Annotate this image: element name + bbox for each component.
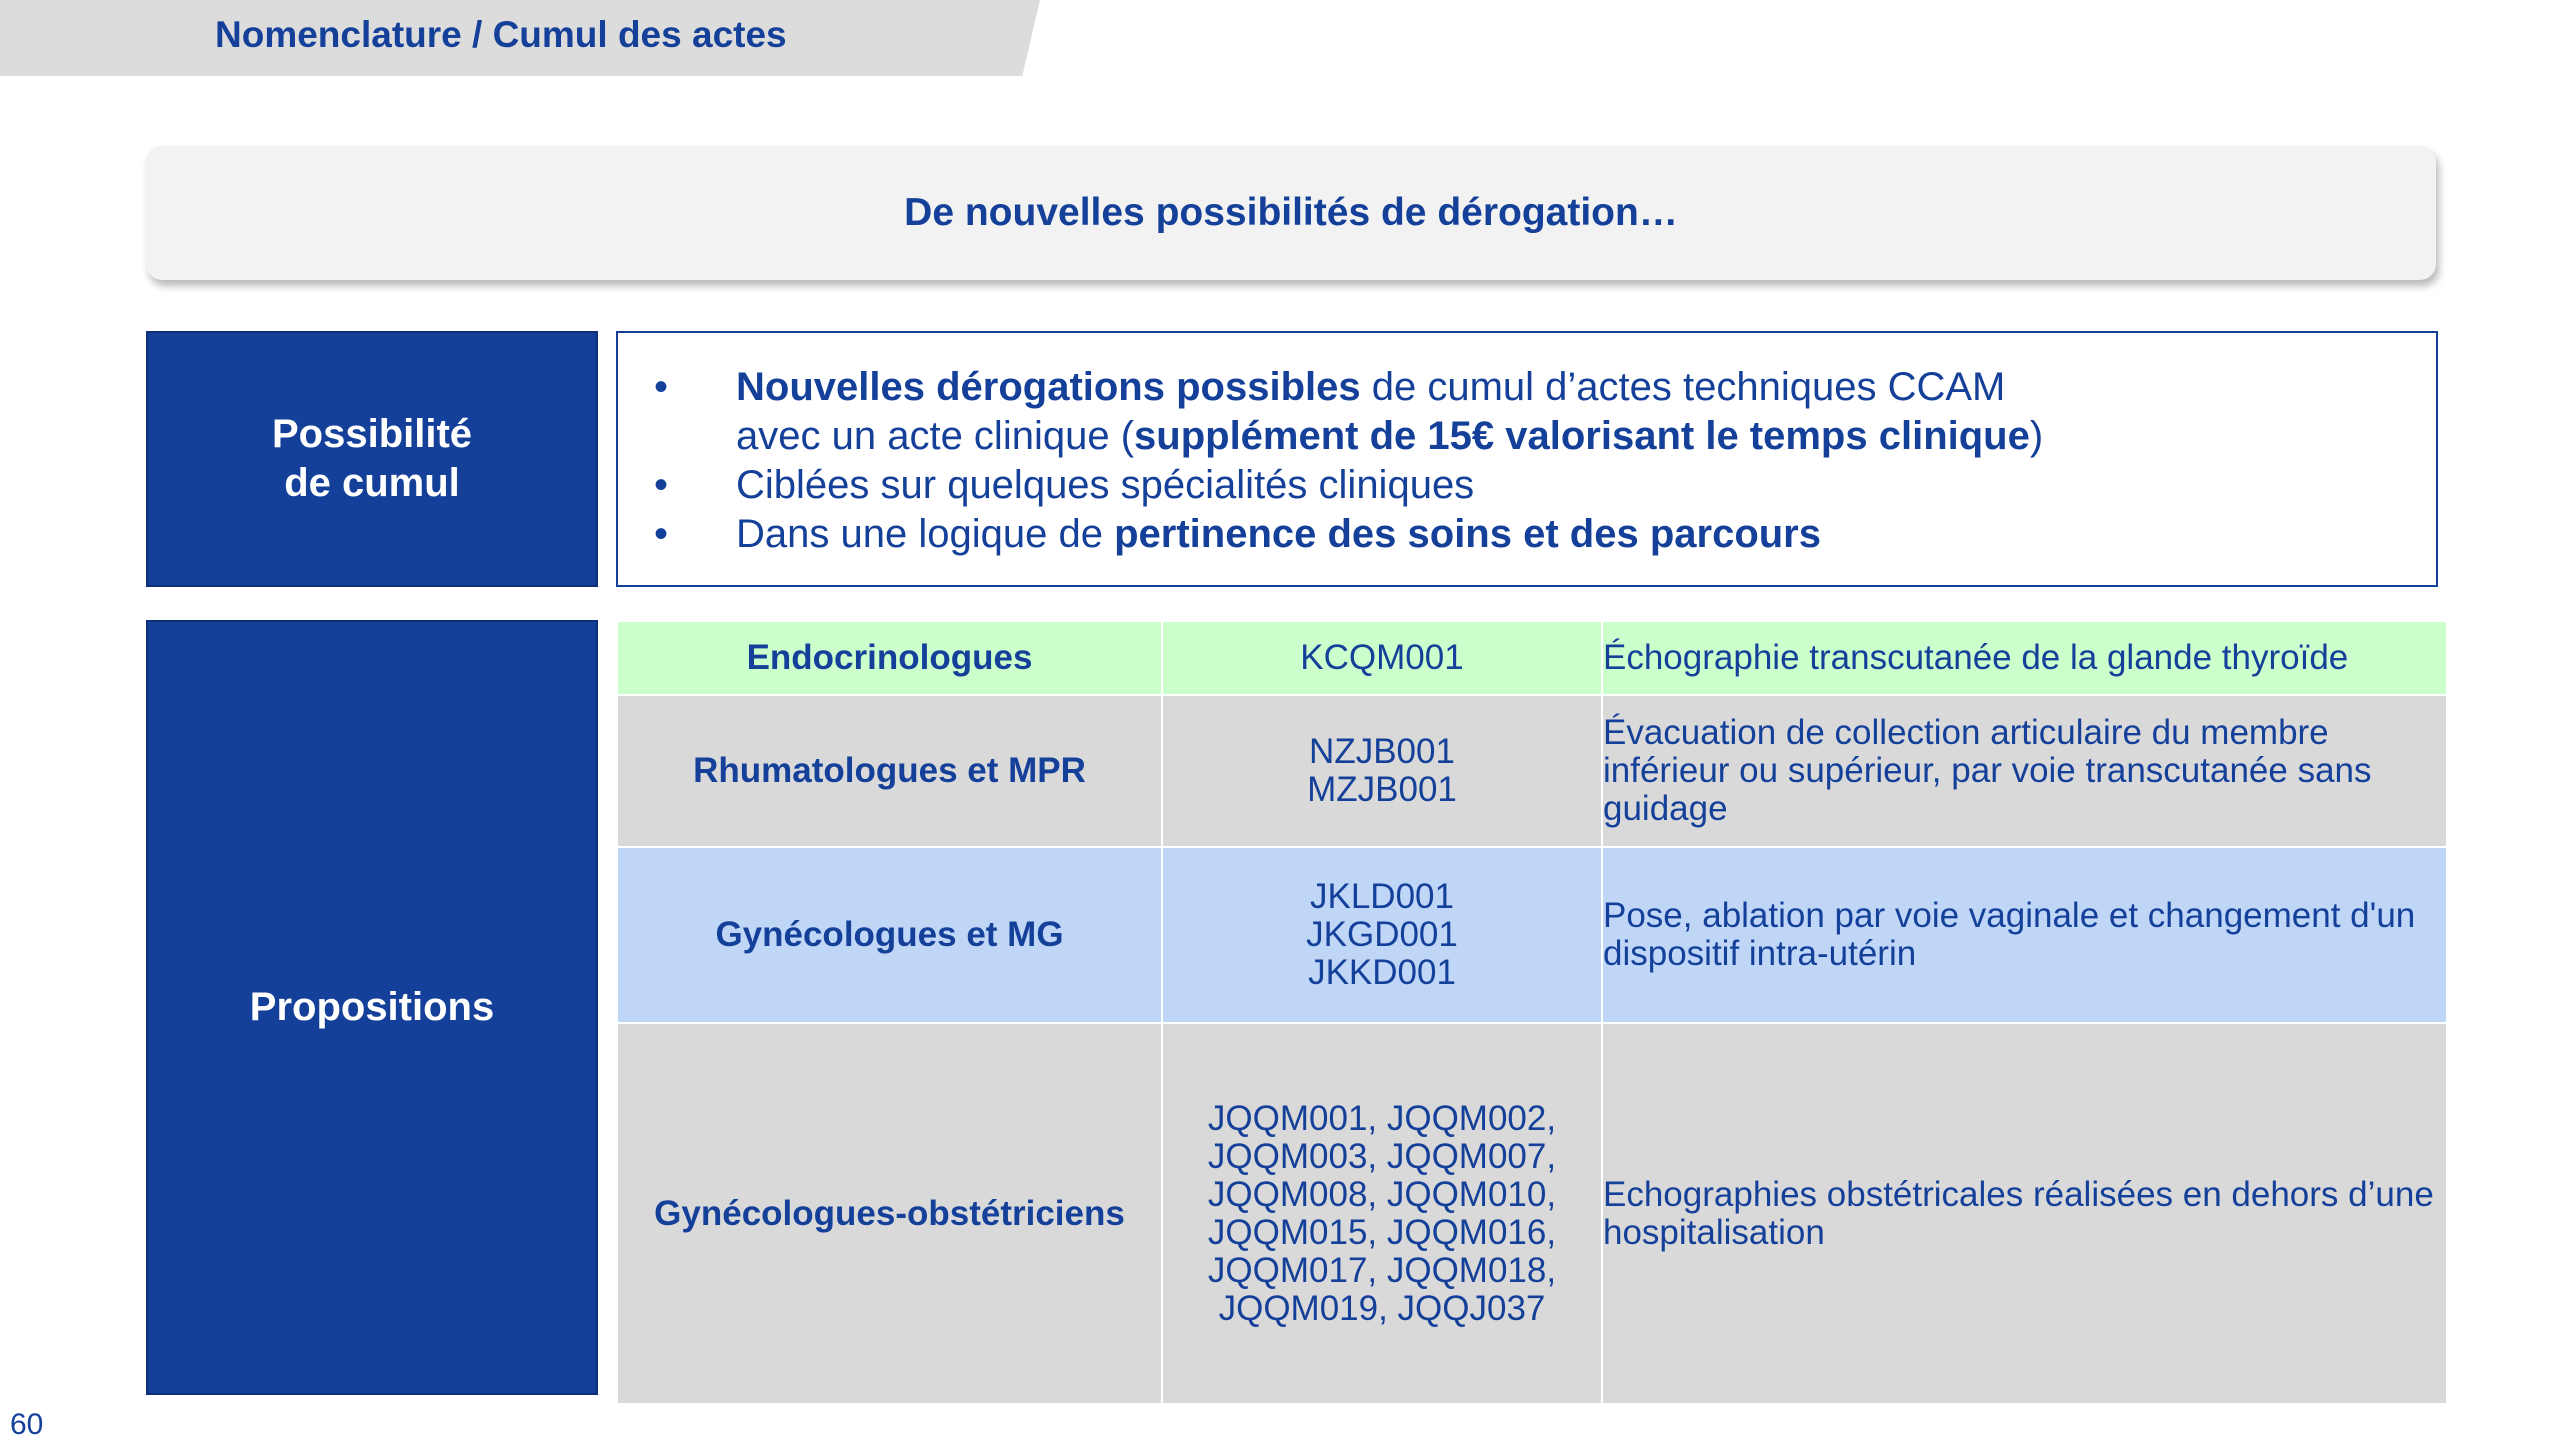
bullet-item-1 — [654, 363, 2044, 461]
title-box — [146, 146, 2436, 280]
codes-cell — [1162, 621, 1602, 695]
bullet-1-bold: Nouvelles dérogations possibles — [736, 365, 1361, 409]
code-line: JQQM019, JQQJ037 — [1218, 1288, 1546, 1328]
codes-cell — [1162, 847, 1602, 1023]
code-line: JKGD001 — [1306, 915, 1458, 954]
table-row — [617, 695, 2447, 847]
bullet-item-2 — [654, 461, 1475, 510]
table-row — [617, 1023, 2447, 1404]
code-line: JQQM015, JQQM016, — [1207, 1212, 1557, 1252]
code-line: JQQM017, JQQM018, — [1207, 1250, 1557, 1290]
bullet-1-text: de cumul d’actes techniques CCAM — [1360, 365, 2006, 409]
codes-cell — [1162, 695, 1602, 847]
bullet-3-text: Dans une logique de — [736, 512, 1115, 556]
code-line: JQQM008, JQQM010, — [1207, 1174, 1557, 1214]
code-line: JQQM003, JQQM007, — [1207, 1136, 1557, 1176]
bullet-item-3 — [654, 510, 1821, 559]
breadcrumb: Nomenclature / Cumul des actes — [215, 14, 787, 55]
code-line: MZJB001 — [1307, 770, 1457, 809]
description-cell: Pose, ablation par voie vaginale et changement d'un dispositif intra-utérin — [1602, 847, 2447, 1023]
bullet-dot: • — [654, 463, 669, 507]
possibilite-label-line1: Possibilité — [271, 412, 473, 456]
code-line: NZJB001 — [1309, 732, 1455, 771]
code-line: KCQM001 — [1300, 638, 1464, 677]
bullet-2-text: Ciblées sur quelques spécialités cliniques — [736, 463, 1475, 507]
bullets-box — [616, 331, 2438, 587]
codes-cell — [1162, 1023, 1602, 1404]
specialty-cell: Rhumatologues et MPR — [617, 695, 1162, 847]
bullet-dot: • — [654, 365, 669, 409]
code-line: JQQM001, JQQM002, — [1207, 1098, 1557, 1138]
propositions-table — [616, 620, 2448, 1405]
possibilite-label-line2: de cumul — [284, 461, 460, 505]
description-cell: Évacuation de collection articulaire du membre inférieur ou supérieur, par voie transcutanée sans guidage — [1602, 695, 2447, 847]
description-cell: Échographie transcutanée de la glande thyroïde — [1602, 621, 2447, 695]
bullet-1-text2: avec un acte clinique ( — [736, 414, 1135, 458]
specialty-cell: Endocrinologues — [617, 621, 1162, 695]
page-number: 60 — [10, 1408, 44, 1441]
bullet-dot: • — [654, 512, 669, 556]
description-cell: Echographies obstétricales réalisées en dehors d’une hospitalisation — [1602, 1023, 2447, 1404]
propositions-label: Propositions — [146, 620, 598, 1395]
bullet-1-text3: ) — [2029, 414, 2044, 458]
code-line: JKKD001 — [1308, 953, 1456, 992]
table-row — [617, 621, 2447, 695]
specialty-cell: Gynécologues-obstétriciens — [617, 1023, 1162, 1404]
page-title: De nouvelles possibilités de dérogation… — [904, 191, 1678, 234]
bullet-1-bold2: supplément de 15€ valorisant le temps clinique — [1134, 414, 2030, 458]
bullet-3-bold: pertinence des soins et des parcours — [1114, 512, 1821, 556]
specialty-cell: Gynécologues et MG — [617, 847, 1162, 1023]
table-row — [617, 847, 2447, 1023]
possibilite-label — [146, 331, 598, 587]
code-line: JKLD001 — [1310, 877, 1454, 916]
